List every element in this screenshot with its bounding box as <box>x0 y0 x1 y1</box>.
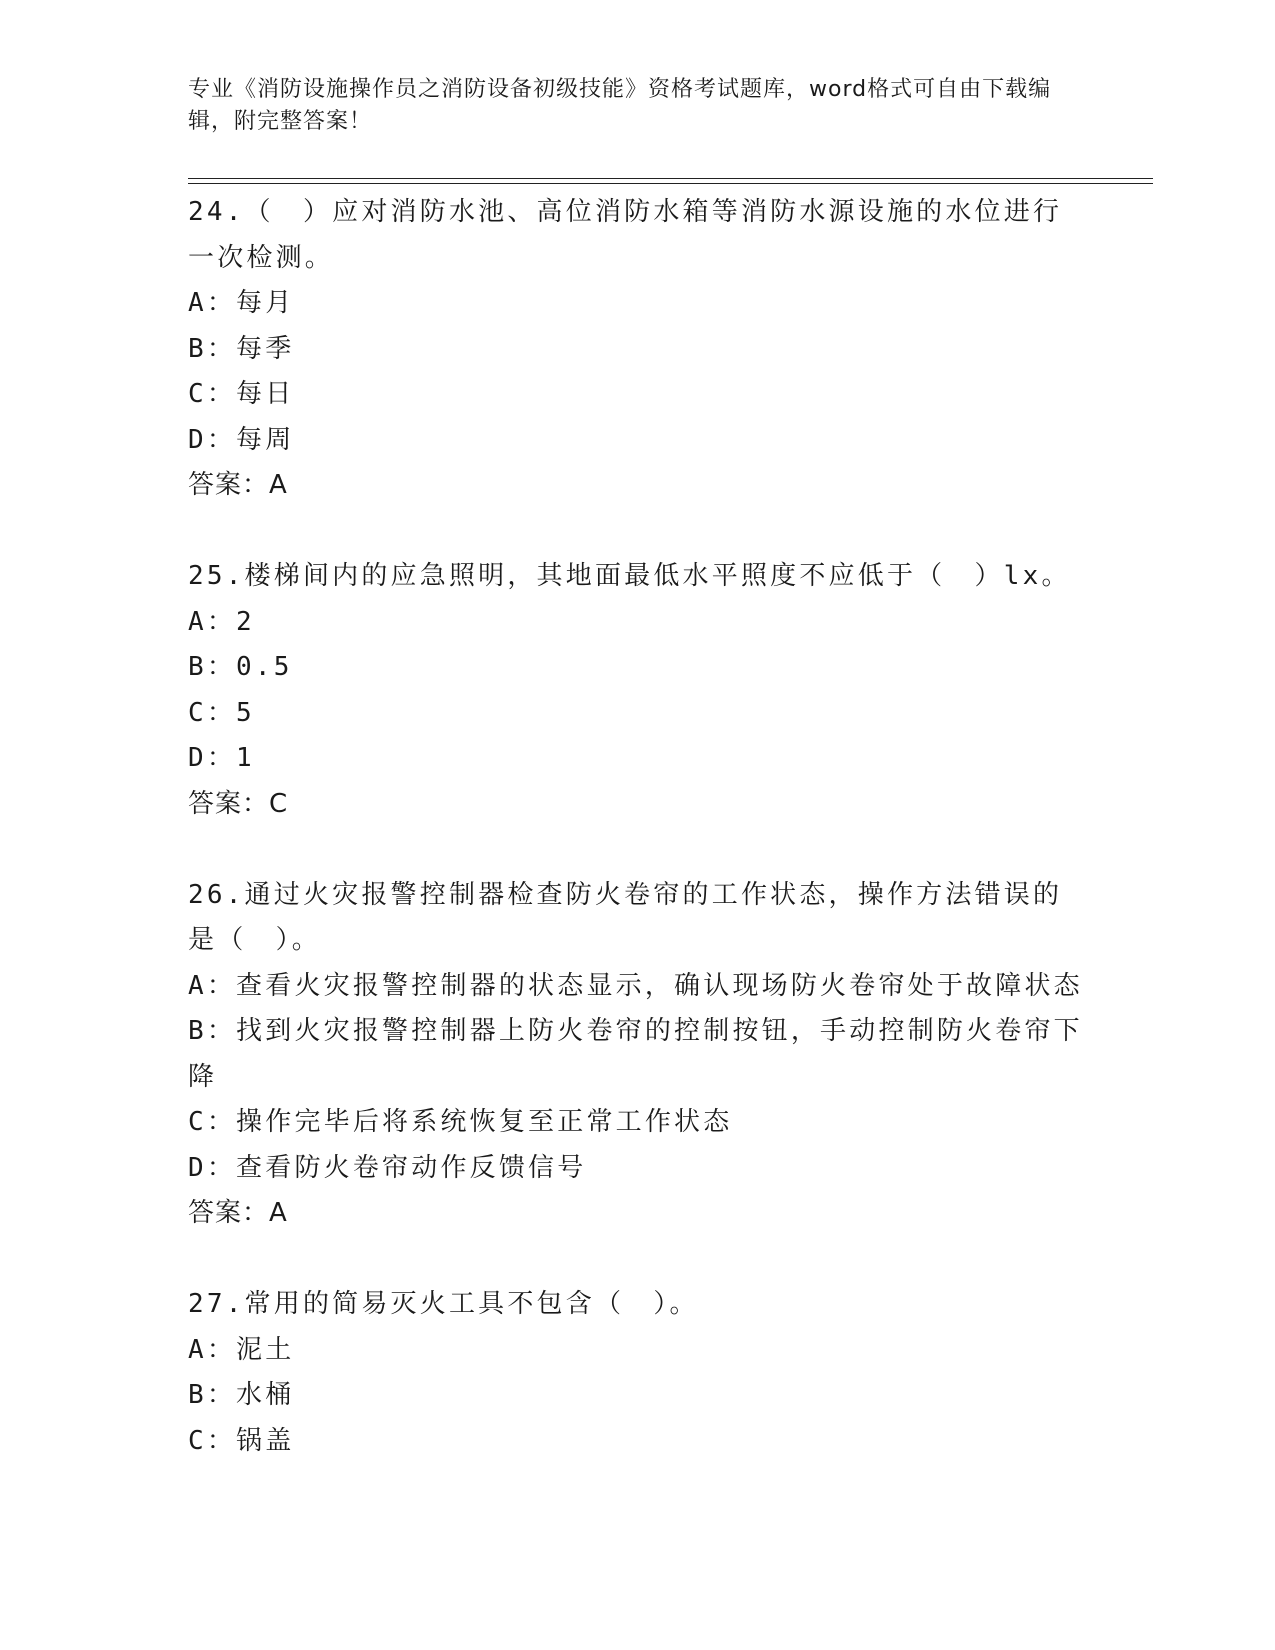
option-b: B：找到火灾报警控制器上防火卷帘的控制按钮，手动控制防火卷帘下降 <box>188 1016 1083 1092</box>
question-stem: 24.（ ）应对消防水池、高位消防水箱等消防水源设施的水位进行一次检测。 <box>188 197 1063 273</box>
question-stem: 26.通过火灾报警控制器检查防火卷帘的工作状态，操作方法错误的是（ ）。 <box>188 879 1063 955</box>
answer-line: 答案：A <box>188 470 288 500</box>
question-24 <box>188 190 1088 509</box>
option-a: A：泥土 <box>188 1334 295 1365</box>
option-d: D：1 <box>188 743 255 773</box>
answer-line: 答案：C <box>188 788 289 819</box>
question-stem: 25.楼梯间内的应急照明，其地面最低水平照度不应低于（ ）lx。 <box>188 561 1071 591</box>
question-spacer <box>188 827 1088 873</box>
question-spacer <box>188 1237 1088 1283</box>
document-header: 专业《消防设施操作员之消防设备初级技能》资格考试题库，word格式可自由下载编辑，附完整答案！ <box>188 77 1052 134</box>
option-b: B：0.5 <box>188 652 293 682</box>
option-c: C：操作完毕后将系统恢复至正常工作状态 <box>188 1107 733 1137</box>
question-stem: 27.常用的简易灭火工具不包含（ ）。 <box>188 1289 699 1319</box>
option-c: C：5 <box>188 697 255 728</box>
option-d: D：查看防火卷帘动作反馈信号 <box>188 1152 587 1183</box>
option-c: C：每日 <box>188 379 295 409</box>
header-rule-top <box>188 178 1153 179</box>
question-list <box>188 190 1088 1464</box>
option-b: B：水桶 <box>188 1380 295 1410</box>
option-c: C：锅盖 <box>188 1425 295 1456</box>
answer-line: 答案：A <box>188 1198 288 1228</box>
option-a: A：每月 <box>188 288 295 318</box>
question-spacer <box>188 509 1088 555</box>
question-27 <box>188 1282 1088 1464</box>
option-a: A：2 <box>188 606 255 637</box>
option-d: D：每周 <box>188 424 295 455</box>
question-25 <box>188 554 1088 827</box>
header-rule-bottom <box>188 183 1153 184</box>
option-b: B：每季 <box>188 333 295 364</box>
option-a: A：查看火灾报警控制器的状态显示，确认现场防火卷帘处于故障状态 <box>188 970 1083 1001</box>
question-26 <box>188 873 1088 1237</box>
